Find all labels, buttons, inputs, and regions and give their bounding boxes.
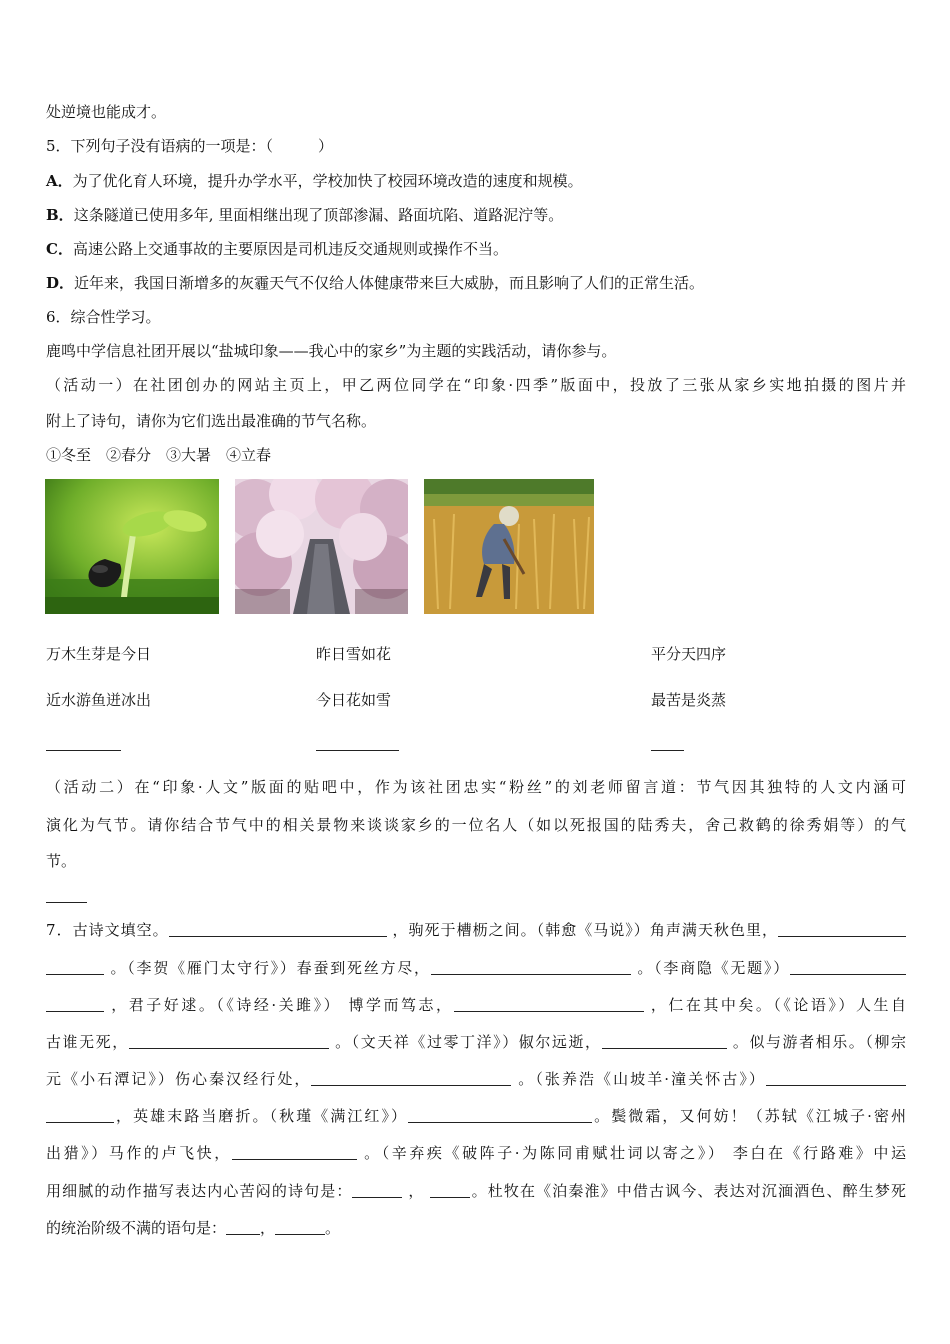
q7-text: 。（辛弃疾《破阵子·为陈同甫赋壮词以寄之》） 李白在《行路难》中运 [364,1144,906,1162]
option-text: 高速公路上交通事故的主要原因是司机违反交通规则或操作不当。 [72,240,508,258]
q6-activity2-line1: （活动二）在“印象·人文”版面的贴吧中，作为该社团忠实“粉丝”的刘老师留言道：节气因其独特的人文内涵可 [46,778,906,796]
wheat-harvest-photo [424,479,594,614]
q7-text: 古谁无死， [46,1033,129,1051]
poem-3-line1: 平分天四序 [651,645,727,663]
q5-option-a [46,171,583,191]
q7-text: 出猎》）马作的卢飞快， [46,1144,232,1162]
fill-blank[interactable] [454,997,644,1012]
q7-line8 [46,1181,906,1201]
answer-blank-activity2[interactable] [46,902,87,903]
q7-line1 [46,920,906,940]
option-label: A． [46,172,73,190]
fill-blank[interactable] [602,1034,727,1049]
q7-line5 [46,1069,906,1089]
option-text: 这条隧道已使用多年, 里面相继出现了顶部渗漏、路面坑陷、道路泥泞等。 [73,206,564,224]
fill-blank[interactable] [46,1108,114,1123]
fill-blank[interactable] [778,922,906,937]
poem-1-line2: 近水游鱼迸冰出 [46,691,152,709]
fill-blank[interactable] [129,1034,329,1049]
option-label: B． [46,206,74,224]
poem-3-line2: 最苦是炎蒸 [651,691,727,709]
q7-line9 [46,1218,340,1238]
option-label: D． [46,274,75,292]
q7-text: 。 [325,1219,341,1237]
fill-blank[interactable] [430,1183,470,1198]
answer-blank-1[interactable] [46,750,121,751]
q7-text: ，仁在其中矣。（《论语》）人生自 [650,996,906,1014]
fill-blank[interactable] [226,1220,260,1235]
q5-option-c [46,239,508,259]
poem-1-line1: 万木生芽是今日 [46,645,152,663]
q7-text: ， [408,1182,425,1200]
q6-stem: 6．综合性学习。 [46,308,161,326]
q7-line7 [46,1143,906,1163]
q7-text: ，驹死于槽枥之间。（韩愈《马说》）角声满天秋色里， [392,921,778,939]
q7-text: 。鬓微霜，又何妨！（苏轼《江城子·密州 [592,1107,906,1125]
q5-option-d [46,273,704,293]
answer-blank-2[interactable] [316,750,399,751]
q7-text: 的统治阶级不满的语句是： [46,1219,227,1237]
q7-text: ，君子好逑。（《诗经·关雎》） 博学而笃志， [111,996,454,1014]
cherry-blossom-river-photo [235,479,408,614]
fill-blank[interactable] [408,1108,592,1123]
seedling-photo [45,479,219,614]
q5-option-b [46,205,563,225]
fill-blank[interactable] [232,1145,357,1160]
poem-2-line2: 今日花如雪 [316,691,392,709]
q7-line3 [46,995,906,1015]
q7-line4 [46,1032,906,1052]
fill-blank[interactable] [311,1071,511,1086]
q6-intro: 鹿鸣中学信息社团开展以“盐城印象——我心中的家乡”为主题的实践活动，请你参与。 [46,342,617,360]
q7-text: ，英雄末路当磨折。（秋瑾《满江红》） [114,1107,409,1125]
q7-text: 。（李商隐《无题》） [637,959,790,977]
q6-activity1-line2: 附上了诗句，请你为它们选出最准确的节气名称。 [46,412,377,430]
q7-line6 [46,1106,906,1126]
option-text: 为了优化育人环境，提升办学水平，学校加快了校园环境改造的速度和规模。 [72,172,583,190]
q6-solar-term-choices: ①冬至 ②春分 ③大暑 ④立春 [46,446,272,464]
q7-text: 。杜牧在《泊秦淮》中借古讽今、表达对沉湎酒色、醉生梦死 [470,1182,906,1200]
q7-text: 元《小石潭记》）伤心秦汉经行处， [46,1070,312,1088]
fill-blank[interactable] [46,960,104,975]
q6-activity1-line1: （活动一）在社团创办的网站主页上，甲乙两位同学在“印象·四季”版面中，投放了三张从家乡实地拍摄的图片并 [46,376,906,394]
q7-text: 。（李贺《雁门太守行》）春蚕到死丝方尽， [110,959,431,977]
fill-blank[interactable] [275,1220,325,1235]
intro-tail: 处逆境也能成才。 [46,103,167,121]
fill-blank[interactable] [352,1183,402,1198]
q7-number: 7．古诗文填空。 [46,921,169,939]
option-label: C． [46,240,73,258]
q5-stem: 5．下列句子没有语病的一项是：（ ） [46,137,334,155]
fill-blank[interactable] [431,960,631,975]
q7-text: ， [260,1219,276,1237]
q7-text: 。似与游者相乐。（柳宗 [732,1033,906,1051]
answer-blank-3[interactable] [651,750,684,751]
option-text: 近年来，我国日渐增多的灰霾天气不仅给人体健康带来巨大威胁，而且影响了人们的正常生活。 [74,274,705,292]
fill-blank[interactable] [766,1071,906,1086]
q6-activity2-line3: 节。 [46,852,77,870]
q7-line2 [46,958,906,978]
q7-text: 用细腻的动作描写表达内心苦闷的诗句是： [46,1182,353,1200]
fill-blank[interactable] [169,922,387,937]
q7-text: 。（张养浩《山坡羊·潼关怀古》） [518,1070,766,1088]
fill-blank[interactable] [790,960,906,975]
poem-2-line1: 昨日雪如花 [316,645,392,663]
q6-activity2-line2: 演化为气节。请你结合节气中的相关景物来谈谈家乡的一位名人（如以死报国的陆秀夫，舍己救鹤的徐秀娟等）的气 [46,816,906,834]
fill-blank[interactable] [46,997,104,1012]
q7-text: 。（文天祥《过零丁洋》）俶尔远逝， [335,1033,602,1051]
